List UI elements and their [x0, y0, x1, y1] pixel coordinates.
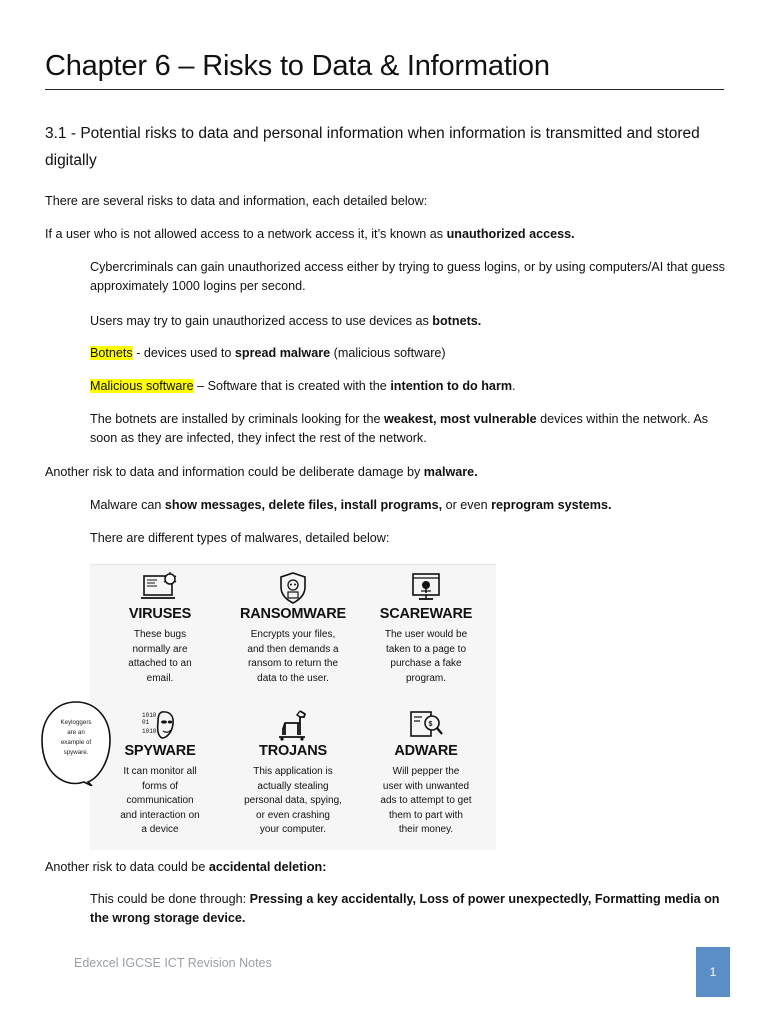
page-number-box: [696, 947, 730, 997]
trojan-horse-icon: [273, 708, 313, 742]
malware-description: Encrypts your files, and then demands a ransom to return the data to the user.: [247, 629, 339, 684]
svg-text:$: $: [428, 721, 433, 728]
page-number: 1: [709, 965, 717, 979]
malware-description: This application is actually stealing personal data, spying, or even crashing your computer.: [244, 766, 342, 836]
malware-description: It can monitor all forms of communication and interaction on a device: [120, 766, 200, 836]
virus-icon: [140, 571, 180, 605]
malicious-software-definition: Malicious software – Software that is created with the intention to do harm.: [90, 379, 516, 393]
malware-card-viruses: [92, 571, 228, 686]
malware-description: The user would be taken to a page to purchase a fake program.: [384, 629, 468, 684]
botnets-term: Botnets: [90, 346, 133, 360]
malware-name: SCAREWARE: [379, 606, 473, 622]
malicious-software-term: Malicious software: [90, 379, 194, 393]
ransomware-icon: [273, 571, 313, 605]
botnets-installed-text: The botnets are installed by criminals looking for the weakest, most vulnerable devices within the network. As soon as they are infected, they infect the rest of the network.: [90, 412, 709, 445]
section-title: 3.1 - Potential risks to data and personal information when information is transmitted and stored digitally: [45, 125, 700, 169]
malware-card-ransomware: [225, 571, 361, 686]
adware-icon: [406, 708, 446, 742]
heading-rule: [45, 89, 724, 90]
accidental-deletion-text: Another risk to data could be accidental deletion:: [45, 860, 327, 874]
malware-card-scareware: [358, 571, 494, 686]
unauthorized-access-text: If a user who is not allowed access to a network access it, it’s known as unauthorized access.: [45, 227, 575, 241]
chapter-heading: Chapter 6 – Risks to Data & Information: [45, 50, 550, 82]
malware-name: TROJANS: [259, 743, 327, 759]
users-botnets-text: Users may try to gain unauthorized access to use devices as botnets.: [90, 314, 482, 328]
note-bubble-text: Keyloggers are an example of spyware.: [60, 719, 92, 756]
malware-card-trojans: [225, 708, 361, 838]
svg-text:01: 01: [142, 719, 150, 726]
footer-text: Edexcel IGCSE ICT Revision Notes: [74, 956, 272, 970]
malware-risk-text: Another risk to data and information could be deliberate damage by malware.: [45, 465, 478, 479]
malware-name: SPYWARE: [124, 743, 196, 759]
spyware-icon: [140, 708, 180, 742]
cybercriminals-text: Cybercriminals can gain unauthorized access either by trying to guess logins, or by using computers/AI that guess approximately 1000 logins per second.: [90, 260, 725, 293]
accidental-causes-text: This could be done through: Pressing a key accidentally, Loss of power unexpectedly, Formatting media on the wrong storage device.: [90, 892, 720, 925]
svg-text:1010: 1010: [142, 728, 157, 735]
malware-can-text: Malware can show messages, delete files, install programs, or even reprogram systems.: [90, 498, 612, 512]
malware-description: Will pepper the user with unwanted ads to attempt to get them to part with their money.: [380, 766, 472, 836]
malware-name: RANSOMWARE: [240, 606, 346, 622]
svg-text:1010: 1010: [142, 712, 157, 719]
scareware-icon: [406, 571, 446, 605]
malware-card-adware: [358, 708, 494, 838]
malware-name: VIRUSES: [128, 606, 192, 622]
malware-description: These bugs normally are attached to an email.: [128, 629, 192, 684]
malware-types-intro: There are different types of malwares, detailed below:: [90, 531, 390, 545]
botnets-definition: Botnets - devices used to spread malware (malicious software): [90, 346, 446, 360]
malware-types-infographic: [90, 564, 496, 850]
intro-text: There are several risks to data and information, each detailed below:: [45, 194, 428, 208]
malware-name: ADWARE: [394, 743, 458, 759]
